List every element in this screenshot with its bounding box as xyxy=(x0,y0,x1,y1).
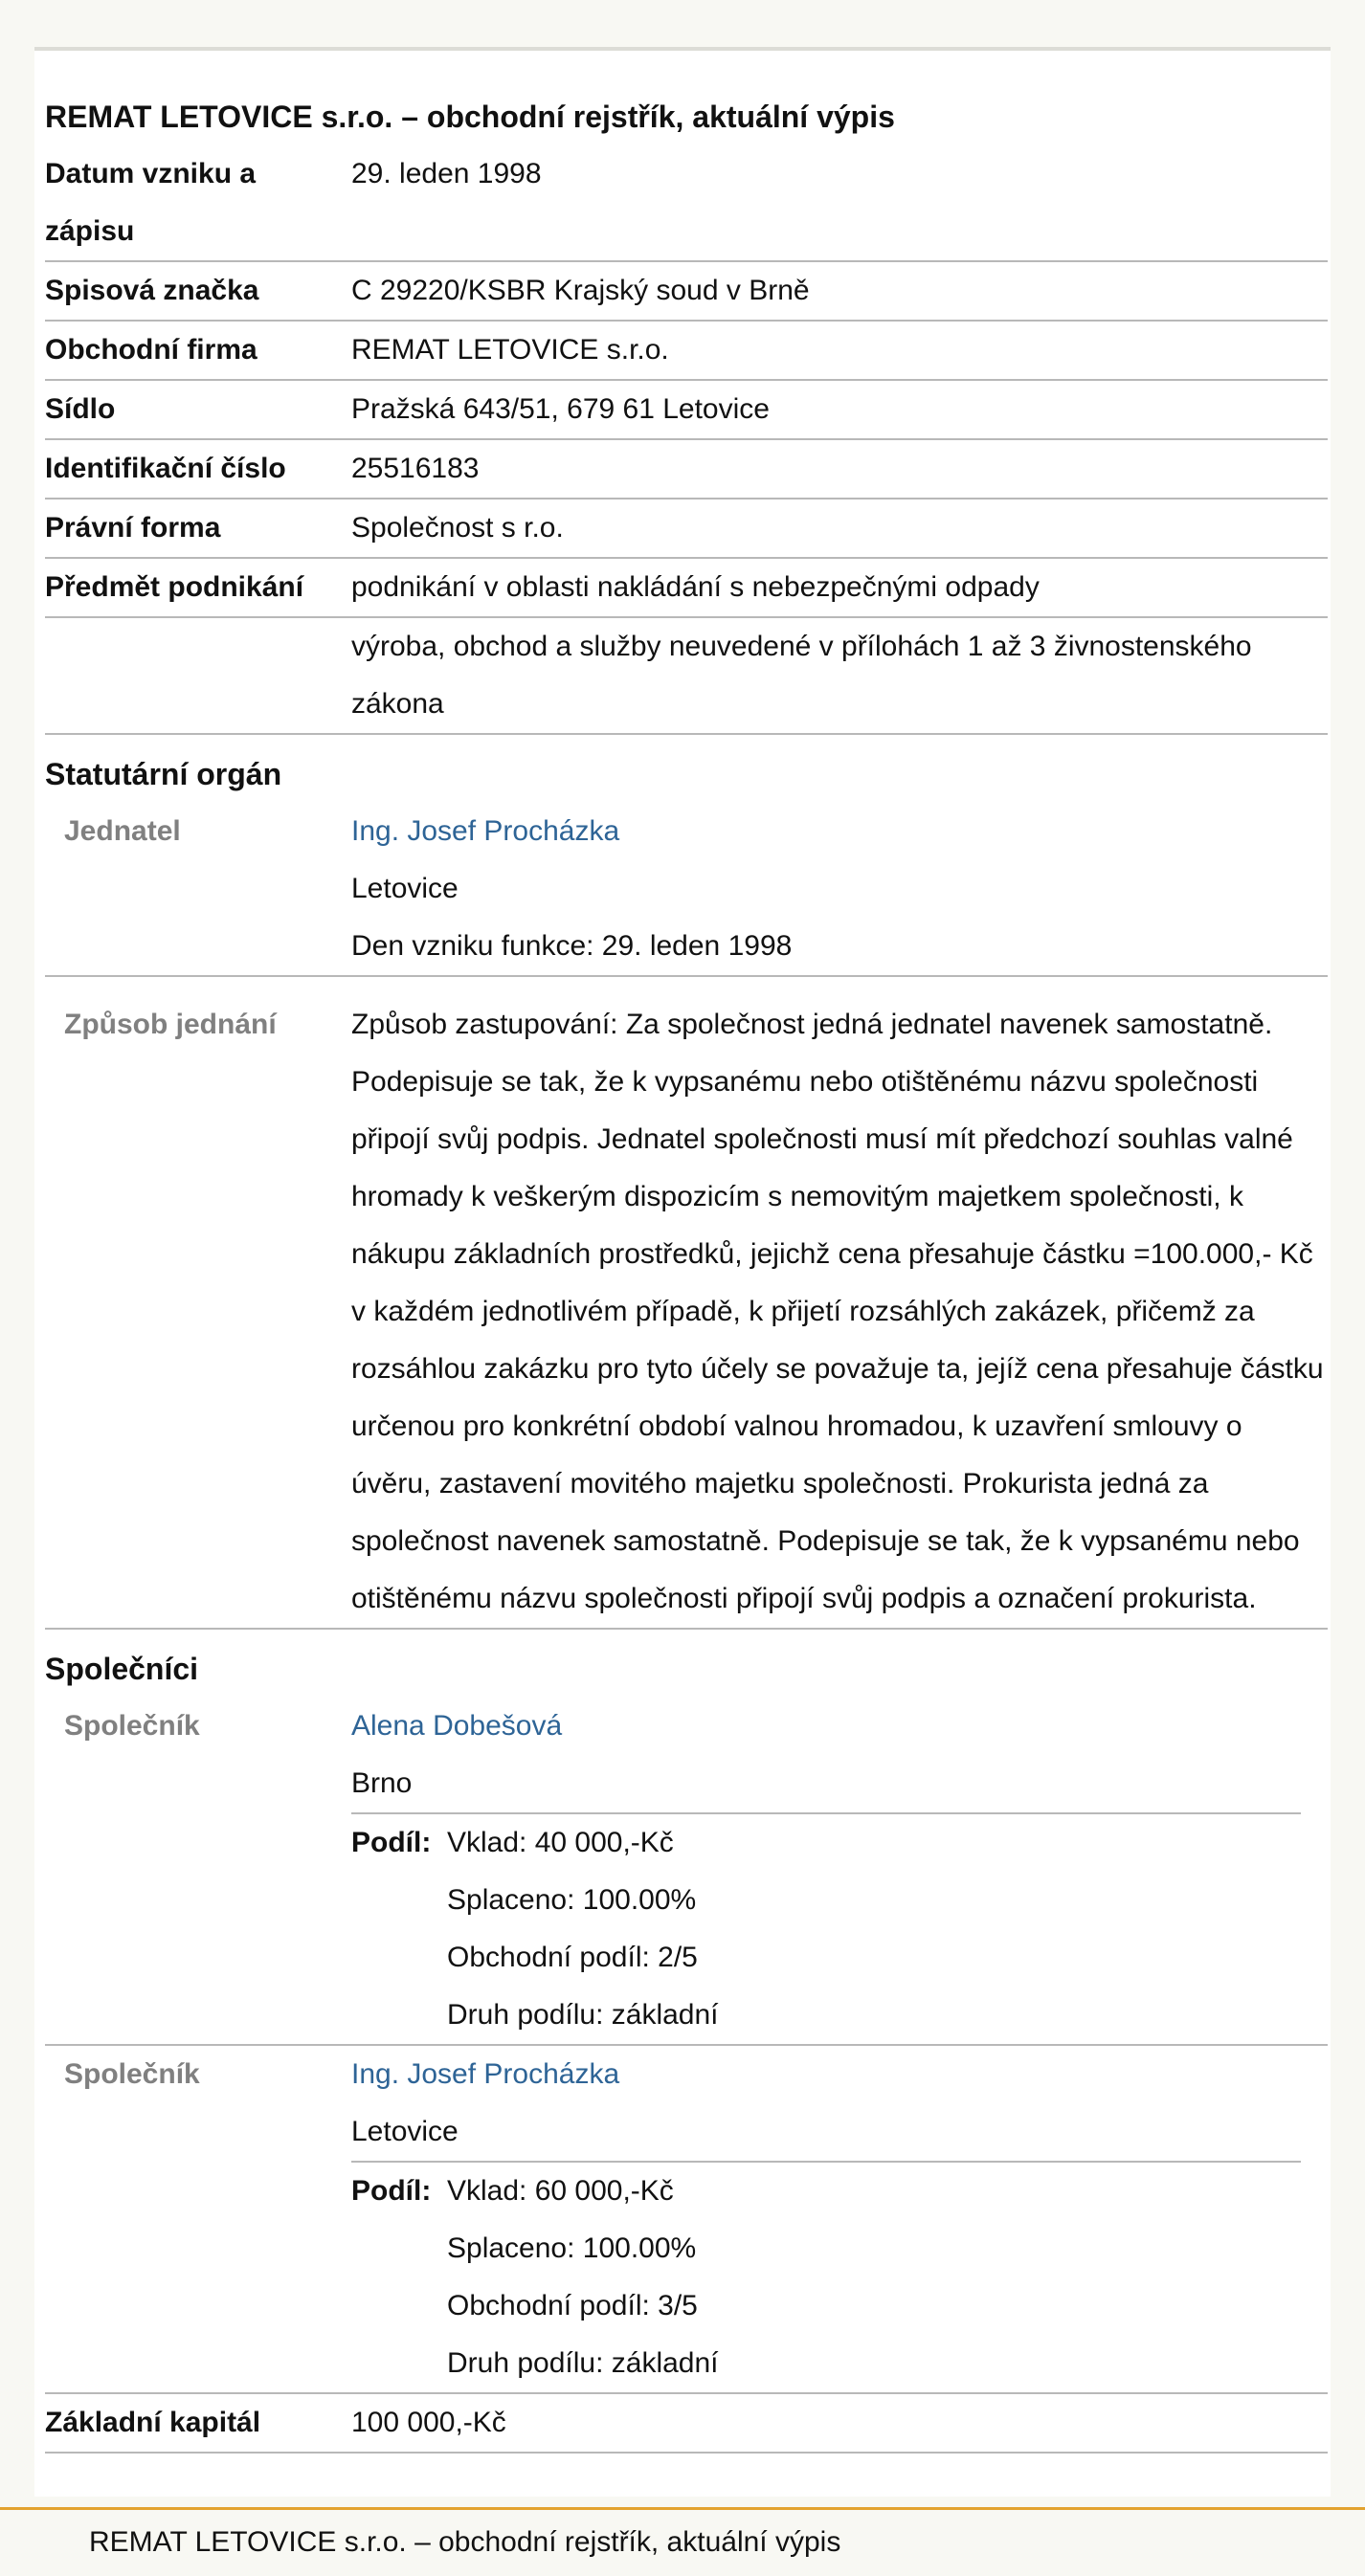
podil-block xyxy=(351,1812,1301,2044)
podil-druh: Druh podílu: základní xyxy=(447,2347,719,2379)
podil-label: Podíl: xyxy=(351,2175,432,2207)
row-label: Spisová značka xyxy=(45,275,259,306)
register-card xyxy=(34,47,1331,2497)
row-label: Identifikační číslo xyxy=(45,453,286,484)
row-value: podnikání v oblasti nakládání s nebezpečnými odpady xyxy=(351,571,1040,603)
jednatel-name-link[interactable]: Ing. Josef Procházka xyxy=(351,815,620,847)
capital-label: Základní kapitál xyxy=(45,2407,261,2438)
row-value: Společnost s r.o. xyxy=(351,512,564,544)
podil-druh: Druh podílu: základní xyxy=(447,1999,719,2031)
row-spolecnik-2 xyxy=(45,2046,1328,2394)
spolecnik-details xyxy=(351,1698,1328,2044)
row-spolecnik-1 xyxy=(45,1698,1328,2046)
page-title: REMAT LETOVICE s.r.o. – obchodní rejstřík, aktuální výpis xyxy=(45,100,895,134)
row-pravni-forma xyxy=(45,500,1328,559)
spolecnik-label: Společník xyxy=(64,1710,200,1742)
jednatel-city: Letovice xyxy=(351,873,459,904)
register-content xyxy=(45,51,1328,2454)
partners-section-title: Společníci xyxy=(45,1652,199,1686)
podil-label: Podíl: xyxy=(351,1827,432,1858)
row-sidlo xyxy=(45,381,1328,440)
jednatel-details xyxy=(351,803,1328,975)
row-ico xyxy=(45,440,1328,500)
jednani-label: Způsob jednání xyxy=(64,1009,277,1040)
row-label: Sídlo xyxy=(45,393,116,425)
jednani-text: Způsob zastupování: Za společnost jedná jednatel navenek samostatně. Podepisuje se tak, že k vypsanému nebo otištěnému názvu společnosti připojí svůj podpis. Jednatel společnosti musí mít předchozí souhlas valné hromady k veškerým dispozicím s nemovitým majetkem společnosti, k nákupu základních prostředků, jejichž cena přesahuje částku =100.000,- Kč v každém jednotlivém případě, k přijetí rozsáhlých zakázek, přičemž za rozsáhlou zakázku pro tyto účely se považuje ta, jejíž cena přesahuje částku určenou pro konkrétní období valnou hromadou, k uzavření smlouvy o úvěru, zastavení movitého majetku společnosti. Prokurista jedná za společnost navenek samostatně. Podepisuje se tak, že k vypsanému nebo otištěnému názvu společnosti připojí svůj podpis a označení prokurista. xyxy=(351,1009,1324,1614)
row-label: Datum vzniku a zápisu xyxy=(45,158,257,247)
podil-obchodni: Obchodní podíl: 3/5 xyxy=(447,2290,698,2321)
podil-lines xyxy=(447,1814,1301,2044)
row-spisova-znacka xyxy=(45,262,1328,322)
podil-splaceno: Splaceno: 100.00% xyxy=(447,1884,697,1916)
row-label: Právní forma xyxy=(45,512,221,544)
statutory-section-title: Statutární orgán xyxy=(45,757,282,791)
row-predmet-podnikani-2 xyxy=(45,618,1328,735)
footer-bar xyxy=(0,2507,1365,2576)
jednatel-since: Den vzniku funkce: 29. leden 1998 xyxy=(351,930,793,962)
podil-vklad: Vklad: 40 000,-Kč xyxy=(447,1827,674,1858)
footer-title: REMAT LETOVICE s.r.o. – obchodní rejstřík, aktuální výpis xyxy=(89,2526,841,2558)
row-zakladni-kapital xyxy=(45,2394,1328,2454)
podil-splaceno: Splaceno: 100.00% xyxy=(447,2232,697,2264)
row-value: 25516183 xyxy=(351,453,480,484)
row-value: Pražská 643/51, 679 61 Letovice xyxy=(351,393,770,425)
row-label xyxy=(45,618,351,733)
row-label: Obchodní firma xyxy=(45,334,257,366)
row-datum-vzniku xyxy=(45,145,1328,262)
spolecnik-city: Brno xyxy=(351,1767,413,1799)
row-predmet-podnikani xyxy=(45,559,1328,618)
row-value: 29. leden 1998 xyxy=(351,158,542,189)
spolecnik-name-link[interactable]: Alena Dobešová xyxy=(351,1710,563,1742)
podil-vklad: Vklad: 60 000,-Kč xyxy=(447,2175,674,2207)
row-obchodni-firma xyxy=(45,322,1328,381)
spolecnik-label: Společník xyxy=(64,2058,200,2090)
row-value: C 29220/KSBR Krajský soud v Brně xyxy=(351,275,810,306)
row-value: výroba, obchod a služby neuvedené v přílohách 1 až 3 živnostenského zákona xyxy=(351,631,1252,720)
capital-value: 100 000,-Kč xyxy=(351,2407,506,2438)
spolecnik-name-link[interactable]: Ing. Josef Procházka xyxy=(351,2058,620,2090)
row-value: REMAT LETOVICE s.r.o. xyxy=(351,334,669,366)
podil-lines xyxy=(447,2163,1301,2392)
podil-block xyxy=(351,2161,1301,2392)
spolecnik-details xyxy=(351,2046,1328,2392)
podil-obchodni: Obchodní podíl: 2/5 xyxy=(447,1942,698,1973)
row-zpusob-jednani xyxy=(45,977,1328,1630)
row-label: Předmět podnikání xyxy=(45,571,304,603)
spolecnik-city: Letovice xyxy=(351,2116,459,2147)
row-jednatel xyxy=(45,803,1328,977)
jednatel-label: Jednatel xyxy=(64,815,181,847)
